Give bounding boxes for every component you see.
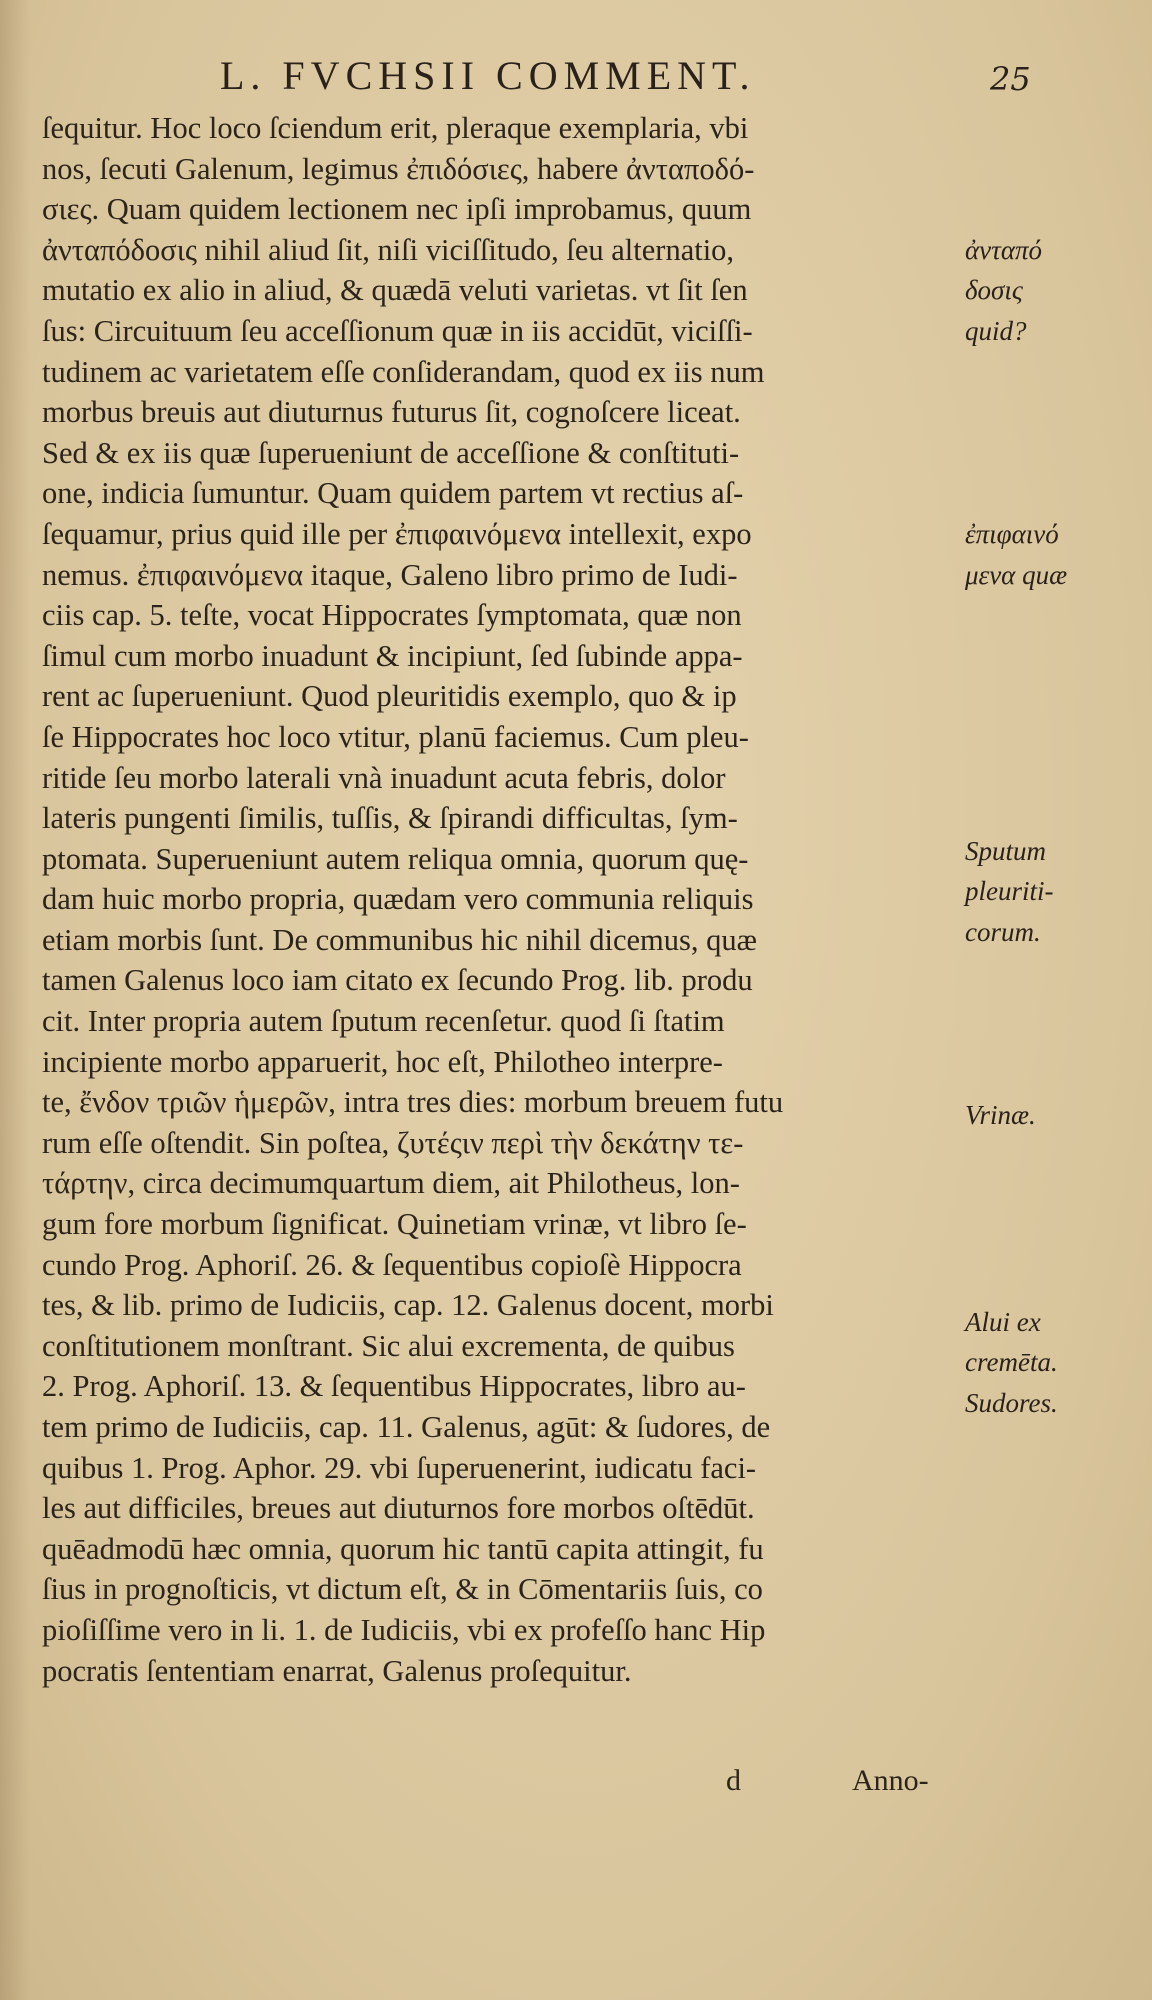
text-line: lateris pungenti ſimilis, tuſſis, & ſpirandi difficultas, ſym- bbox=[42, 801, 738, 836]
text-line: ciis cap. 5. teſte, vocat Hippocrates ſymptomata, quæ non bbox=[42, 598, 742, 633]
margin-note: Vrinæ. bbox=[965, 1099, 1036, 1130]
margin-note: Sudores. bbox=[965, 1387, 1058, 1418]
signature-mark: d bbox=[726, 1764, 741, 1797]
page-header bbox=[0, 52, 1152, 112]
text-line: tes, & lib. primo de Iudiciis, cap. 12. Galenus docent, morbi bbox=[42, 1288, 774, 1323]
margin-note: cremēta. bbox=[965, 1347, 1058, 1378]
text-line: les aut difficiles, breues aut diuturnos fore morbos oſtēdūt. bbox=[42, 1491, 755, 1526]
margin-note: pleuriti- bbox=[965, 876, 1054, 907]
text-line: quēadmodū hæc omnia, quorum hic tantū capita attingit, fu bbox=[42, 1531, 764, 1566]
text-line: ἀνταπόδοσις nihil aliud ſit, niſi viciſſitudo, ſeu alternatio, bbox=[42, 232, 735, 267]
margin-note: Alui ex bbox=[965, 1306, 1041, 1337]
text-line: 2. Prog. Aphoriſ. 13. & ſequentibus Hippocrates, libro au- bbox=[42, 1369, 746, 1404]
text-line: gum fore morbum ſignificat. Quinetiam vrinæ, vt libro ſe- bbox=[42, 1207, 747, 1242]
text-line: morbus breuis aut diuturnus futurus ſit, cognoſcere liceat. bbox=[42, 395, 741, 430]
margin-note: ἐπιφαινό bbox=[965, 519, 1059, 549]
text-line: one, indicia ſumuntur. Quam quidem partem vt rectius aſ- bbox=[42, 476, 744, 511]
text-line: τάρτην, circa decimumquartum diem, ait Philotheus, lon- bbox=[42, 1166, 740, 1201]
text-line: cundo Prog. Aphoriſ. 26. & ſequentibus copioſè Hippocra bbox=[42, 1247, 742, 1282]
text-line: ſequamur, prius quid ille per ἐπιφαινόμενα intellexit, expo bbox=[42, 516, 752, 551]
spine-shadow bbox=[0, 0, 30, 2000]
running-title: L. FVCHSII COMMENT. bbox=[220, 53, 756, 98]
text-line: ſe Hippocrates hoc loco vtitur, planū faciemus. Cum pleu- bbox=[42, 719, 749, 754]
text-line: dam huic morbo propria, quædam vero communia reliquis bbox=[42, 882, 754, 917]
text-line: mutatio ex alio in aliud, & quædā veluti varietas. vt ſit ſen bbox=[42, 273, 748, 308]
text-line: te, ἔνδον τριῶν ἡμερῶν, intra tres dies: morbum breuem futu bbox=[42, 1085, 784, 1120]
text-line: tamen Galenus loco iam citato ex ſecundo Prog. lib. produ bbox=[42, 963, 753, 998]
text-line: ritide ſeu morbo laterali vnà inuadunt acuta febris, dolor bbox=[42, 760, 726, 795]
text-line: ſius in prognoſticis, vt dictum eſt, & in Cōmentariis ſuis, co bbox=[42, 1572, 763, 1607]
folio-number: 25 bbox=[990, 60, 1031, 98]
page-footer bbox=[0, 1764, 1152, 1814]
text-line: ptomata. Superueniunt autem reliqua omnia, quorum quę- bbox=[42, 841, 749, 876]
commentary-text-block bbox=[42, 108, 962, 1691]
text-line: Sed & ex iis quæ ſuperueniunt de acceſſione & conſtituti- bbox=[42, 435, 740, 470]
text-line: etiam morbis ſunt. De communibus hic nihil dicemus, quæ bbox=[42, 922, 757, 957]
margin-note: μενα quæ bbox=[965, 559, 1068, 590]
text-line: tem primo de Iudiciis, cap. 11. Galenus, agūt: & ſudores, de bbox=[42, 1410, 771, 1444]
margin-note: δοσις bbox=[965, 275, 1023, 306]
catchword: Anno- bbox=[852, 1764, 929, 1797]
margin-note: ἀνταπό bbox=[965, 234, 1043, 265]
margin-note: Sputum bbox=[965, 835, 1046, 866]
text-line: ſus: Circuituum ſeu acceſſionum quæ in iis accidūt, viciſſi- bbox=[42, 313, 753, 348]
text-line: rent ac ſuperueniunt. Quod pleuritidis exemplo, quo & ip bbox=[42, 679, 737, 714]
text-line: pocratis ſententiam enarrat, Galenus proſequitur. bbox=[42, 1653, 632, 1688]
margin-note: corum. bbox=[965, 916, 1041, 947]
text-line: conſtitutionem monſtrant. Sic alui excrementa, de quibus bbox=[42, 1328, 735, 1363]
text-line: rum eſſe oſtendit. Sin poſtea, ζυτέςιν περὶ τὴν δεκάτην τε- bbox=[42, 1125, 744, 1160]
text-line: quibus 1. Prog. Aphor. 29. vbi ſuperuenerint, iudicatu faci- bbox=[42, 1450, 757, 1485]
text-line: nos, ſecuti Galenum, legimus ἐπιδόσιες, habere ἀνταποδό- bbox=[42, 151, 755, 186]
text-line: nemus. ἐπιφαινόμενα itaque, Galeno libro primo de Iudi- bbox=[42, 557, 738, 592]
text-line: pioſiſſime vero in li. 1. de Iudiciis, vbi ex profeſſo hanc Hip bbox=[42, 1612, 766, 1647]
text-line: ſequitur. Hoc loco ſciendum erit, pleraque exemplaria, vbi bbox=[42, 111, 749, 145]
margin-note: quid? bbox=[965, 316, 1027, 346]
text-line: incipiente morbo apparuerit, hoc eſt, Philotheo interpre- bbox=[42, 1044, 723, 1079]
text-line: σιες. Quam quidem lectionem nec ipſi improbamus, quum bbox=[42, 192, 752, 227]
text-line: ſimul cum morbo inuadunt & incipiunt, ſed ſubinde appa- bbox=[42, 638, 743, 673]
text-line: cit. Inter propria autem ſputum recenſetur. quod ſi ſtatim bbox=[42, 1004, 725, 1039]
text-line: tudinem ac varietatem eſſe conſiderandam, quod ex iis num bbox=[42, 354, 765, 389]
